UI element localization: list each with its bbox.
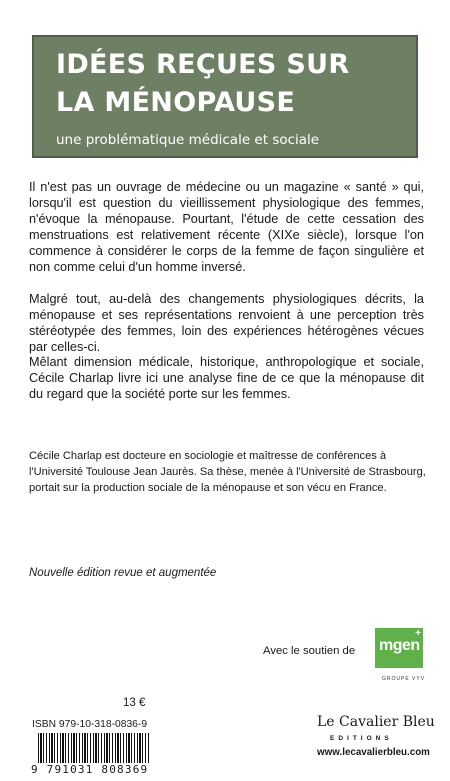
description-paragraph-2: Malgré tout, au-delà des changements physiologiques décrits, la ménopause et ses représentations renvoient à une perception très stéréotypée des femmes, loin des expériences hétérogènes vécues par celles-ci.: [29, 292, 424, 354]
subtitle: une problématique médicale et sociale: [56, 132, 320, 148]
price: 13 €: [123, 697, 146, 709]
mgen-logo: [375, 628, 423, 668]
support-text: Avec le soutien de: [263, 645, 356, 657]
mgen-group-label: GROUPE VYV: [382, 676, 426, 682]
publisher-sub: EDITIONS: [330, 735, 393, 742]
author-bio: Cécile Charlap est docteure en sociologie et maîtresse de conférences à l'Université Toulouse Jean Jaurès. Sa thèse, menée à l'Université de Strasbourg, portait sur la production sociale de la ménopause et son vécu en France.: [29, 450, 426, 494]
title-line-2: LA MÉNOPAUSE: [56, 87, 296, 118]
title-box: [32, 35, 418, 158]
isbn: ISBN 979-10-318-0836-9: [32, 719, 148, 730]
mgen-logo-text: mgen: [379, 637, 420, 654]
edition-note: Nouvelle édition revue et augmentée: [29, 567, 217, 579]
plus-icon: +: [415, 628, 421, 639]
barcode: [38, 733, 150, 763]
description-paragraph-3: Mêlant dimension médicale, historique, anthropologique et sociale, Cécile Charlap livre ici une analyse fine de ce que la ménopause dit du regard que la société porte sur les femmes.: [29, 355, 424, 401]
barcode-number: 9 791031 808369: [31, 763, 149, 776]
publisher-name: Le Cavalier Bleu: [317, 714, 435, 730]
title-line-1: IDÉES REÇUES SUR: [56, 49, 350, 80]
publisher-url[interactable]: www.lecavalierbleu.com: [317, 747, 430, 758]
description-paragraph-1: Il n'est pas un ouvrage de médecine ou un magazine « santé » qui, lorsqu'il est question du vieillissement physiologique des femmes, n'évoque la ménopause. Pourtant, l'étude de cette cessation des menstruations est relativement récente (XIXe siècle), lorsque l'on commence à considérer le corps de la femme de façon singulière et non comme celui d'un homme inversé.: [29, 180, 424, 274]
